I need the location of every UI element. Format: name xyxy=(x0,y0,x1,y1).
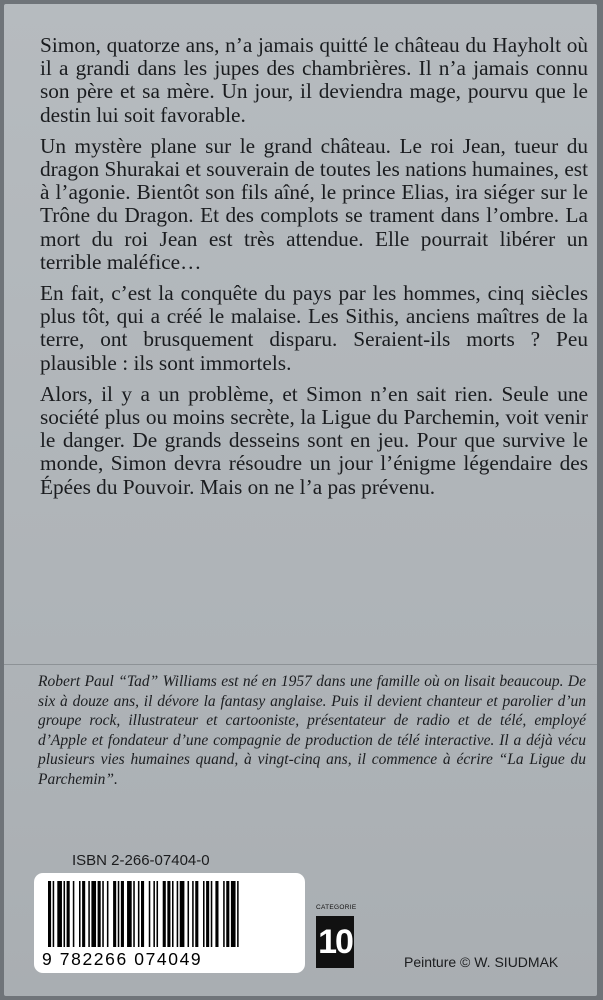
blurb-paragraph-3: En fait, c’est la conquête du pays par les hommes, cinq siècles plus tôt, qui a créé le malaise. Les Sithis, anciens maîtres de la terre, ont brusquement disparu. Seraient-ils morts ? Peu plausible : ils sont immortels. xyxy=(40,281,588,375)
blurb-paragraph-4: Alors, il y a un problème, et Simon n’en sait rien. Seule une société plus ou moins secrète, la Ligue du Parchemin, voit venir le danger. De grands desseins sont en jeu. Pour que survive le monde, Simon devra résoudre un jour l’énigme légendaire des Épées du Pouvoir. Mais on ne l’a pas prévenu. xyxy=(40,381,588,499)
blurb-paragraph-1: Simon, quatorze ans, n’a jamais quitté le château du Hayholt où il a grandi dans les jupes des chambrières. Il n’a jamais connu son père et sa mère. Un jour, il deviendra mage, pourvu que le destin lui soit favorable. xyxy=(40,33,588,127)
isbn-label: ISBN 2-266-07404-0 xyxy=(72,852,210,869)
barcode-label xyxy=(34,873,305,973)
barcode-digits: 9 782266 074049 xyxy=(42,949,203,969)
barcode-icon xyxy=(44,881,295,947)
category-logo xyxy=(316,904,357,968)
author-bio: Robert Paul “Tad” Williams est né en 1957 dans une famille où on lisait beaucoup. De six à douze ans, il dévore la fantasy anglaise. Puis il devient chanteur et parolier d’un groupe rock, illustrateur et cartooniste, présentateur de radio et de télé, employé d’Apple et fondateur d’une compagnie de production de télé interactive. Il a déjà vécu plusieurs vies humaines quand, à vingt-cinq ans, il commence à écrire “La Ligue du Parchemin”. xyxy=(38,673,586,788)
blurb-text xyxy=(40,34,588,507)
blurb-paragraph-2: Un mystère plane sur le grand château. Le roi Jean, tueur du dragon Shurakai et souverain de toutes les nations humaines, est à l’agonie. Bientôt son fils aîné, le prince Elias, ira siéger sur le Trône du Dragon. Et des complots se trament dans l’ombre. La mort du roi Jean est très attendue. Elle pourrait libérer un terrible maléfice… xyxy=(40,133,588,274)
section-divider xyxy=(4,664,597,665)
cover-art-credit: Peinture © W. SIUDMAK xyxy=(404,954,559,970)
category-number: 10 xyxy=(316,916,354,968)
category-label: CATEGORIE xyxy=(316,904,357,911)
back-cover xyxy=(4,4,597,996)
